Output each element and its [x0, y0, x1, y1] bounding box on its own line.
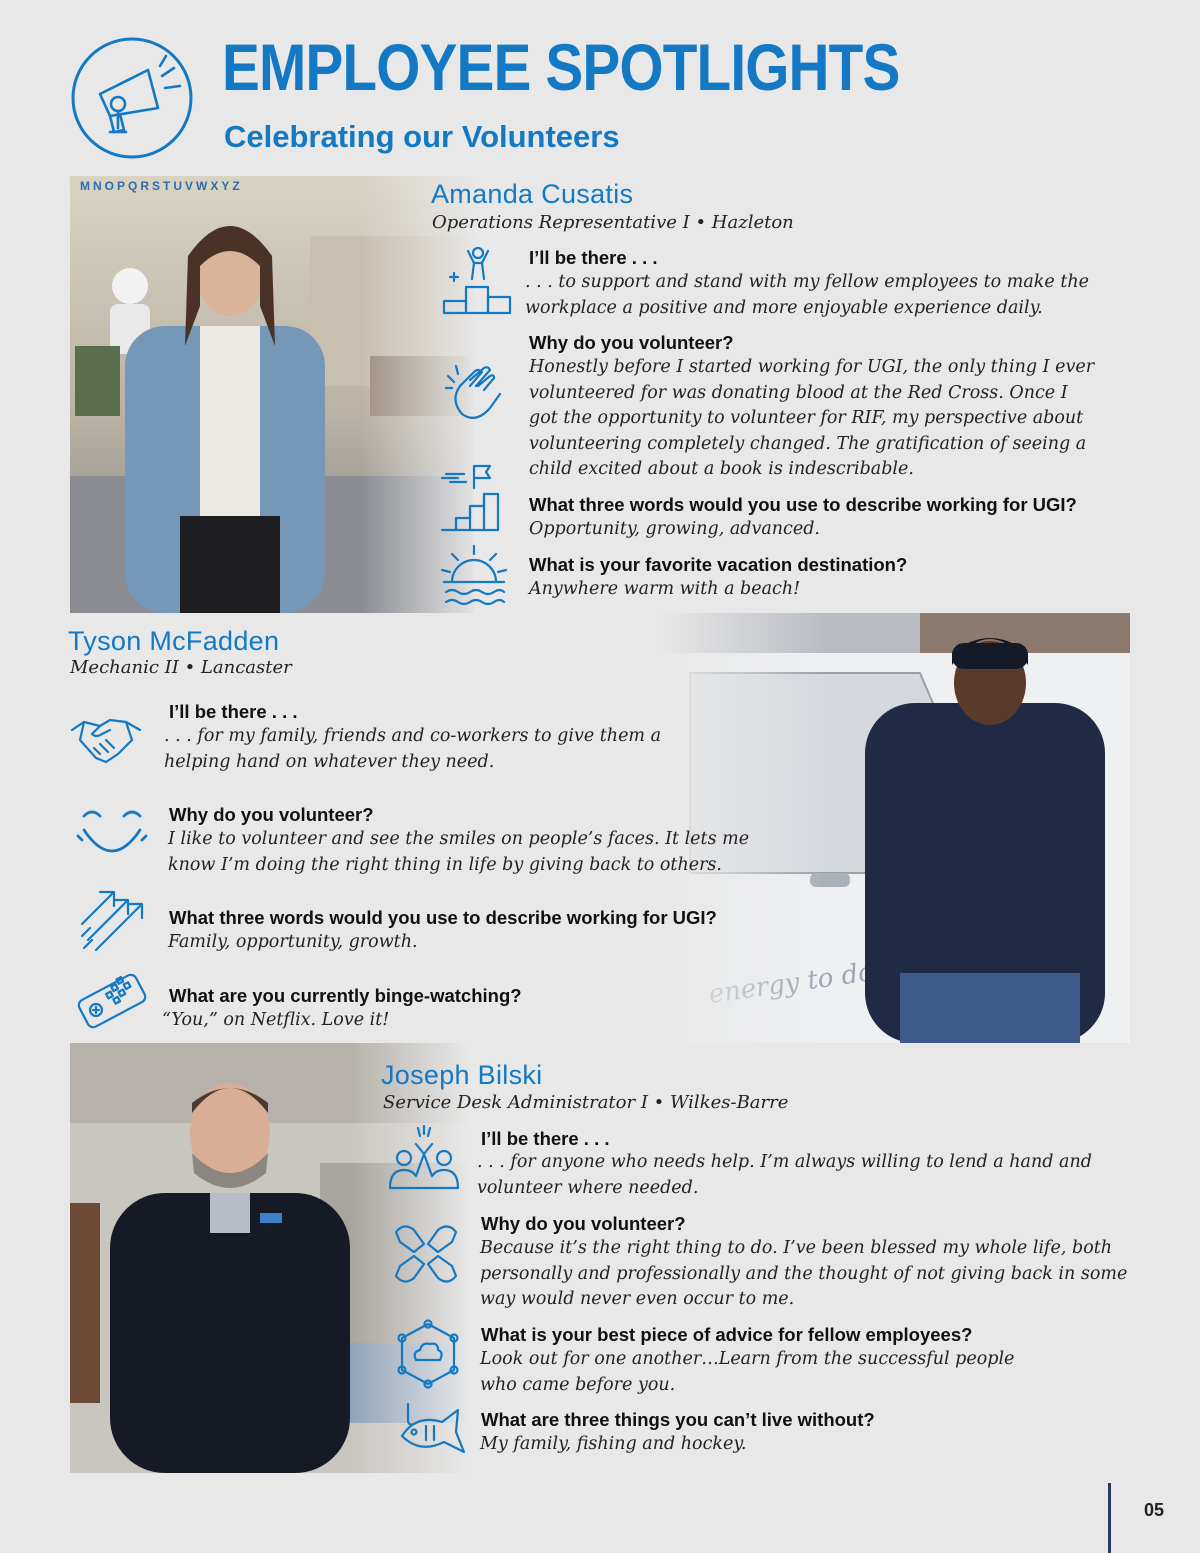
answer-text: Opportunity, growing, advanced. — [529, 519, 820, 539]
answer-text: Anywhere warm with a beach! — [529, 579, 801, 599]
profile-role: Operations Representative I • Hazleton — [432, 212, 794, 233]
answer-text: My family, fishing and hockey. — [480, 1434, 747, 1454]
question-label: I’ll be there . . . — [529, 247, 658, 268]
champion-podium-icon — [440, 243, 512, 315]
question-label: I’ll be there . . . — [169, 701, 298, 722]
question-label: What are three things you can’t live without? — [481, 1409, 875, 1430]
network-cloud-icon — [392, 1318, 464, 1390]
remote-control-icon — [76, 964, 148, 1036]
question-label: What is your best piece of advice for fellow employees? — [481, 1324, 973, 1345]
profile-name: Amanda Cusatis — [431, 179, 634, 209]
clapping-hands-icon — [440, 356, 512, 428]
question-label: Why do you volunteer? — [481, 1213, 686, 1234]
question-label: I’ll be there . . . — [481, 1128, 610, 1149]
answer-text: Because it’s the right thing to do. I’ve been blessed my whole life, both personally and professionally and the thought of not giving back in some way would never even occur to me. — [480, 1238, 1128, 1309]
answer-text: “You,” on Netflix. Love it! — [162, 1010, 390, 1030]
profile-name: Joseph Bilski — [381, 1060, 543, 1090]
question-label: Why do you volunteer? — [529, 332, 734, 353]
page-title: EMPLOYEE SPOTLIGHTS — [222, 30, 900, 104]
question-label: What three words would you use to describe working for UGI? — [169, 907, 717, 928]
profile-name: Tyson McFadden — [68, 626, 280, 656]
answer-text: Family, opportunity, growth. — [168, 932, 418, 952]
answer-text: . . . for my family, friends and co-workers to give them a helping hand on whatever they need. — [164, 726, 662, 772]
smile-icon — [76, 800, 148, 872]
question-label: What is your favorite vacation destination? — [529, 554, 908, 575]
page-number-divider — [1108, 1483, 1111, 1553]
fish-hook-icon — [396, 1396, 468, 1468]
answer-text: Look out for one another…Learn from the successful people who came before you. — [480, 1349, 1015, 1395]
page-subtitle: Celebrating our Volunteers — [224, 119, 620, 154]
answer-text: . . . to support and stand with my fellow employees to make the workplace a positive and more enjoyable experience daily. — [525, 272, 1089, 318]
sunset-waves-icon — [438, 540, 510, 612]
growth-stairs-flag-icon — [440, 462, 512, 534]
question-label: Why do you volunteer? — [169, 804, 374, 825]
answer-text: . . . for anyone who needs help. I’m always willing to lend a hand and volunteer where needed. — [477, 1152, 1092, 1198]
helping-hands-icon — [390, 1218, 462, 1290]
high-five-icon — [388, 1124, 460, 1196]
question-label: What are you currently binge-watching? — [169, 985, 522, 1006]
question-label: What three words would you use to describe working for UGI? — [529, 494, 1077, 515]
handshake-icon — [70, 700, 142, 772]
megaphone-icon — [70, 36, 194, 160]
profile-role: Service Desk Administrator I • Wilkes-Barre — [383, 1092, 789, 1113]
answer-text: Honestly before I started working for UGI, the only thing I ever volunteered for was donating blood at the Red Cross. Once I got the opportunity to volunteer for RIF, my perspective about volunteering completely changed. The gratification of seeing a child excited about a book is indescribable. — [529, 357, 1095, 479]
growth-arrows-icon — [78, 884, 150, 956]
page-number: 05 — [1144, 1500, 1165, 1520]
answer-text: I like to volunteer and see the smiles on people’s faces. It lets me know I’m doing the right thing in life by giving back to others. — [168, 829, 750, 875]
profile-role: Mechanic II • Lancaster — [70, 657, 292, 678]
profile-photo-amanda — [70, 176, 474, 613]
